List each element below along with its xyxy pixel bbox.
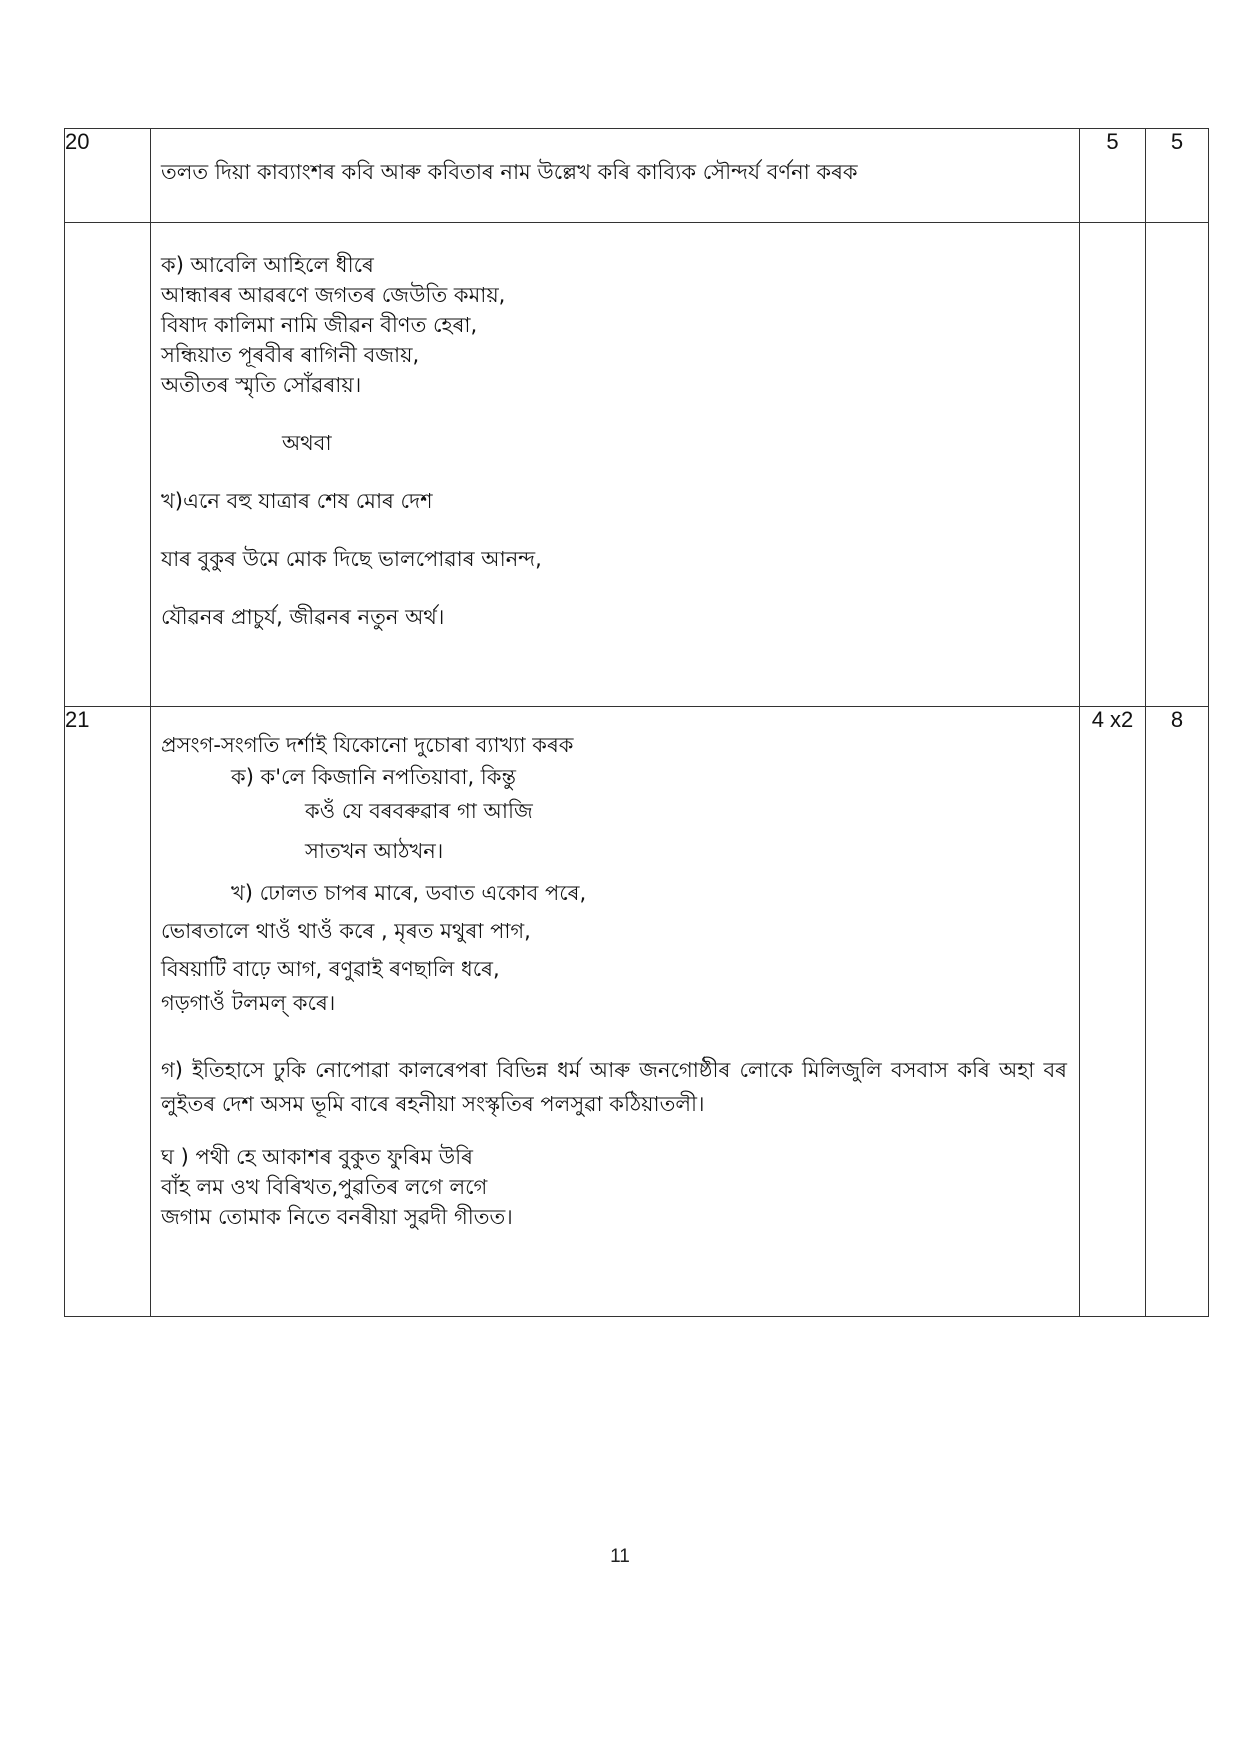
q21-option-b-line: ভোৰতালে থাওঁ থাওঁ কৰে , মৃৰত মথুৰা পাগ, bbox=[161, 919, 531, 943]
q20-option-a-line: আন্ধাৰৰ আৱৰণে জগতৰ জেউতি কমায়, bbox=[161, 283, 506, 307]
q20-option-a-line: অতীতৰ স্মৃতি সোঁৱৰায়। bbox=[161, 373, 362, 397]
q21-option-d-line: বাঁহ লম ওখ বিৰিখত,পুৱতিৰ লগে লগে bbox=[161, 1175, 488, 1199]
q20-option-b-line: খ)এনে বহু যাত্ৰাৰ শেষ মোৰ দেশ bbox=[161, 489, 433, 513]
q21-number: 21 bbox=[65, 707, 151, 1317]
q20-marks-blank bbox=[1080, 223, 1146, 707]
q21-option-a bbox=[161, 765, 1067, 881]
q21-option-b bbox=[161, 881, 1067, 1021]
q20-poem-cell bbox=[151, 223, 1080, 707]
q20-instruction-cell bbox=[151, 129, 1080, 223]
q20-number: 20 bbox=[65, 129, 151, 223]
q20-total-blank bbox=[1146, 223, 1209, 707]
q20-instruction: তলত দিয়া কাব্যাংশৰ কবি আৰু কবিতাৰ নাম উল্লেখ কৰি কাব্যিক সৌন্দৰ্য বৰ্ণনা কৰক bbox=[161, 160, 858, 184]
q21-option-a-line: সাতখন আঠখন। bbox=[305, 839, 444, 863]
q20-option-b bbox=[161, 489, 1067, 635]
q21-option-d-line: জগাম তোমাক নিতে বনৰীয়া সুৱদী গীতত। bbox=[161, 1205, 513, 1229]
q20-or-label: অথবা bbox=[282, 431, 332, 455]
q21-row bbox=[65, 707, 1209, 1317]
q21-option-a-line: ক) ক'লে কিজানি নপতিয়াবা, কিন্তু bbox=[231, 765, 516, 789]
q20-option-a-line: বিষাদ কালিমা নামি জীৱন বীণত হেৰা, bbox=[161, 313, 478, 337]
q20-header-row bbox=[65, 129, 1209, 223]
q20-number-blank bbox=[65, 223, 151, 707]
q20-marks: 5 bbox=[1080, 129, 1146, 223]
q21-option-d bbox=[161, 1145, 1067, 1235]
q21-instruction: প্ৰসংগ-সংগতি দৰ্শাই যিকোনো দুচোৰা ব্যাখ্যা কৰক bbox=[161, 733, 574, 757]
q20-body-row bbox=[65, 223, 1209, 707]
q21-marks: 4 x2 bbox=[1080, 707, 1146, 1317]
q21-option-b-line: বিষয়াটি বাঢ়ে আগ, ৰণুৱাই ৰণছালি ধৰে, bbox=[161, 957, 500, 981]
q20-option-b-line: যৌৱনৰ প্ৰাচুৰ্য, জীৱনৰ নতুন অৰ্থ। bbox=[161, 605, 445, 629]
q21-total: 8 bbox=[1146, 707, 1209, 1317]
q21-option-d-line: ঘ ) পথী হে আকাশৰ বুকুত ফুৰিম উৰি bbox=[161, 1145, 473, 1169]
q20-option-a-line: সন্ধিয়াত পূৰবীৰ ৰাগিনী বজায়, bbox=[161, 343, 420, 367]
q21-content-cell bbox=[151, 707, 1080, 1317]
q21-option-b-line: গড়গাওঁ টলমল্ কৰে। bbox=[161, 991, 336, 1015]
question-table bbox=[64, 128, 1209, 1317]
page-number: 11 bbox=[610, 1546, 630, 1567]
q20-option-a bbox=[161, 253, 1067, 403]
q20-option-a-line: ক) আবেলি আহিলে ধীৰে bbox=[161, 253, 374, 277]
q20-total: 5 bbox=[1146, 129, 1209, 223]
q20-option-b-line: যাৰ বুকুৰ উমে মোক দিছে ভালপোৱাৰ আনন্দ, bbox=[161, 547, 542, 571]
q21-option-a-line: কওঁ যে বৰবৰুৱাৰ গা আজি bbox=[305, 799, 533, 823]
q21-option-b-line: খ) ঢোলত চাপৰ মাৰে, ডবাত একোব পৰে, bbox=[231, 881, 587, 905]
q21-option-c: গ) ইতিহাসে ঢুকি নোপোৱা কালৰেপৰা বিভিন্ন ধৰ্ম আৰু জনগোষ্ঠীৰ লোকে মিলিজুলি বসবাস কৰি অহা বৰ লুইতৰ দেশ অসম ভূমি বাৰে ৰহনীয়া সংস্কৃতিৰ পলসুৱা কঠিয়াতলী। bbox=[161, 1058, 1067, 1116]
